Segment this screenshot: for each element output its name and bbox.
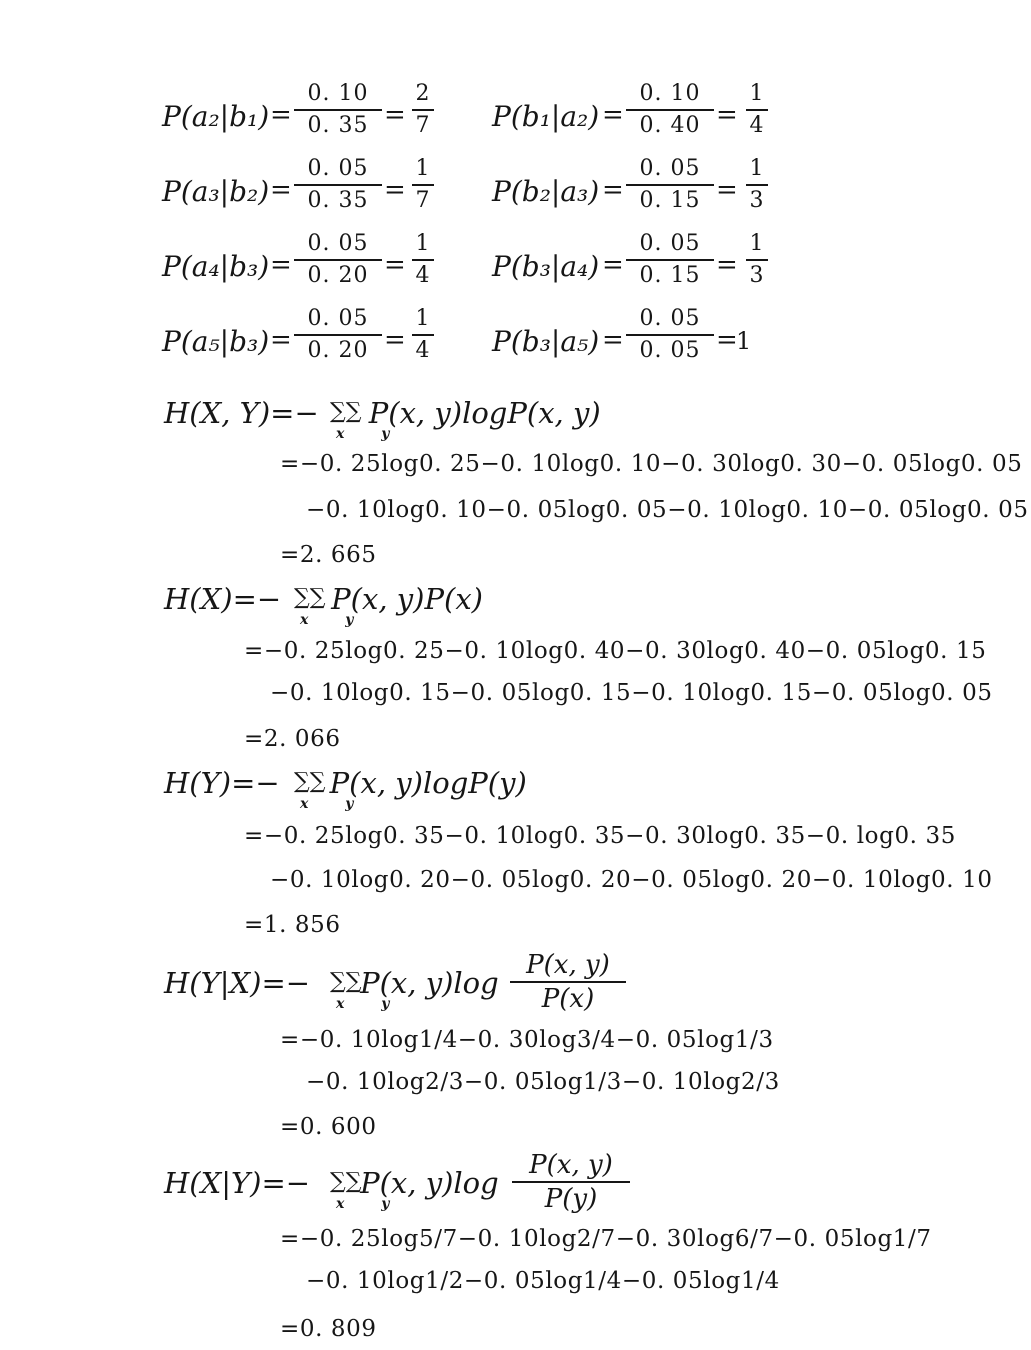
formula-tail: P(x, y)P(x) <box>331 582 483 616</box>
fraction-numerator: 1 <box>749 156 765 181</box>
fraction-bar <box>512 1181 630 1183</box>
fraction-denominator: 0. 40 <box>639 113 701 138</box>
fraction-denominator: 0. 35 <box>307 113 369 138</box>
result-fraction <box>412 155 434 215</box>
probability-label: P(a₃|b₂) <box>162 175 270 208</box>
fraction-numerator: 0. 05 <box>307 231 369 256</box>
equals-sign: = <box>384 100 406 130</box>
fraction-numerator: 1 <box>749 81 765 106</box>
result-line: =0. 600 <box>280 1114 377 1140</box>
formula-head: H(Y|X)=− <box>164 966 311 1000</box>
equals-sign: = <box>270 250 292 280</box>
equals-sign: = <box>270 100 292 130</box>
probability-row <box>0 155 1031 225</box>
probability-label: P(a₂|b₁) <box>162 100 270 133</box>
fraction-bar <box>294 259 382 261</box>
fraction-bar <box>412 259 434 261</box>
equals-sign: = <box>270 175 292 205</box>
formula-head: H(X, Y)=− <box>164 396 319 430</box>
log-fraction <box>510 950 626 1014</box>
decimal-fraction <box>626 155 714 215</box>
fraction-numerator: P(x, y) <box>529 1150 613 1180</box>
expansion-line: =−0. 25log5/7−0. 10log2/7−0. 30log6/7−0. 05log1/7 <box>280 1226 932 1252</box>
probability-label: P(b₁|a₂) <box>492 100 600 133</box>
fraction-bar <box>510 981 626 983</box>
formula-head: H(X)=− <box>164 582 282 616</box>
expansion-line: =−0. 25log0. 35−0. 10log0. 35−0. 30log0. 35−0. log0. 35 <box>244 823 956 849</box>
fraction-numerator: 0. 10 <box>307 81 369 106</box>
equals-sign: = <box>716 250 738 280</box>
decimal-fraction <box>294 80 382 140</box>
fraction-numerator: 0. 05 <box>307 156 369 181</box>
probability-equation <box>492 155 812 225</box>
fraction-bar <box>412 334 434 336</box>
formula-tail: P(x, y)logP(x, y) <box>368 396 601 430</box>
fraction-denominator: 0. 20 <box>307 263 369 288</box>
summation-subscripts: x y <box>336 1196 406 1212</box>
fraction-numerator: P(x, y) <box>526 950 610 980</box>
result-line: =0. 809 <box>280 1316 377 1342</box>
double-sum-symbol: ∑∑ <box>330 399 362 424</box>
double-sum-symbol: ∑∑ <box>330 969 362 994</box>
result-line: =2. 665 <box>280 542 377 568</box>
equals-sign: = <box>602 175 624 205</box>
decimal-fraction <box>294 155 382 215</box>
probability-row <box>0 80 1031 150</box>
result-fraction <box>746 80 768 140</box>
equals-sign: = <box>270 325 292 355</box>
equals-sign: = <box>716 325 738 355</box>
fraction-denominator: 0. 20 <box>307 338 369 363</box>
expansion-line: =−0. 25log0. 25−0. 10log0. 40−0. 30log0. 40−0. 05log0. 15 <box>244 638 987 664</box>
fraction-numerator: 0. 05 <box>639 156 701 181</box>
summation-subscripts: x y <box>300 612 370 628</box>
decimal-fraction <box>294 230 382 290</box>
probability-label: P(a₄|b₃) <box>162 250 270 283</box>
probability-label: P(b₃|a₅) <box>492 325 600 358</box>
equals-sign: = <box>384 175 406 205</box>
fraction-bar <box>412 184 434 186</box>
summation-subscripts: x y <box>300 796 370 812</box>
probability-label: P(b₂|a₃) <box>492 175 600 208</box>
fraction-denominator: 0. 35 <box>307 188 369 213</box>
probability-equation <box>492 80 812 150</box>
log-fraction <box>512 1150 630 1214</box>
double-sum-symbol: ∑∑ <box>330 1169 362 1194</box>
fraction-bar <box>746 184 768 186</box>
double-sum-symbol: ∑∑ <box>294 769 326 794</box>
fraction-numerator: 1 <box>415 231 431 256</box>
decimal-fraction <box>294 305 382 365</box>
fraction-bar <box>626 259 714 261</box>
equals-sign: = <box>602 100 624 130</box>
fraction-denominator: 3 <box>749 188 765 213</box>
fraction-numerator: 0. 05 <box>639 231 701 256</box>
decimal-fraction <box>626 230 714 290</box>
formula-head: H(X|Y)=− <box>164 1166 311 1200</box>
expansion-line: =−0. 10log1/4−0. 30log3/4−0. 05log1/3 <box>280 1027 774 1053</box>
result-fraction <box>412 305 434 365</box>
fraction-denominator: 4 <box>415 338 431 363</box>
equals-sign: = <box>716 100 738 130</box>
fraction-denominator: 4 <box>749 113 765 138</box>
equals-sign: = <box>384 325 406 355</box>
fraction-numerator: 0. 10 <box>639 81 701 106</box>
fraction-bar <box>294 334 382 336</box>
fraction-denominator: P(y) <box>544 1184 598 1214</box>
probability-equation <box>162 80 482 150</box>
expansion-line: −0. 10log1/2−0. 05log1/4−0. 05log1/4 <box>306 1268 780 1294</box>
probability-equation <box>492 305 812 375</box>
expansion-line: =−0. 25log0. 25−0. 10log0. 10−0. 30log0. 30−0. 05log0. 05 <box>280 451 1023 477</box>
fraction-numerator: 1 <box>415 306 431 331</box>
equals-sign: = <box>602 250 624 280</box>
equals-sign: = <box>602 325 624 355</box>
probability-equation <box>162 230 482 300</box>
result-line: =1. 856 <box>244 912 341 938</box>
probability-label: P(a₅|b₃) <box>162 325 270 358</box>
fraction-bar <box>294 184 382 186</box>
probability-equation <box>162 305 482 375</box>
expansion-line: −0. 10log2/3−0. 05log1/3−0. 10log2/3 <box>306 1069 780 1095</box>
fraction-bar <box>626 334 714 336</box>
fraction-bar <box>746 259 768 261</box>
probability-row <box>0 230 1031 300</box>
result-fraction <box>746 155 768 215</box>
fraction-numerator: 0. 05 <box>639 306 701 331</box>
result-line: =2. 066 <box>244 726 341 752</box>
result-value: 1 <box>736 327 752 355</box>
fraction-denominator: 0. 15 <box>639 263 701 288</box>
fraction-denominator: 7 <box>415 113 431 138</box>
fraction-numerator: 1 <box>749 231 765 256</box>
formula-heading <box>164 766 527 800</box>
fraction-denominator: 4 <box>415 263 431 288</box>
formula-head: H(Y)=− <box>164 766 280 800</box>
double-sum-symbol: ∑∑ <box>294 585 326 610</box>
formula-tail: P(x, y)log <box>360 966 499 1000</box>
fraction-denominator: 7 <box>415 188 431 213</box>
formula-heading <box>164 396 601 430</box>
probability-label: P(b₃|a₄) <box>492 250 600 283</box>
probability-equation <box>492 230 812 300</box>
decimal-fraction <box>626 305 714 365</box>
fraction-denominator: 3 <box>749 263 765 288</box>
fraction-bar <box>412 109 434 111</box>
probability-row <box>0 305 1031 375</box>
fraction-bar <box>626 109 714 111</box>
fraction-numerator: 2 <box>415 81 431 106</box>
result-fraction <box>412 230 434 290</box>
fraction-bar <box>626 184 714 186</box>
summation-subscripts: x y <box>336 426 406 442</box>
result-fraction <box>412 80 434 140</box>
decimal-fraction <box>626 80 714 140</box>
equals-sign: = <box>716 175 738 205</box>
expansion-line: −0. 10log0. 20−0. 05log0. 20−0. 05log0. 20−0. 10log0. 10 <box>270 867 993 893</box>
fraction-denominator: P(x) <box>541 984 595 1014</box>
fraction-denominator: 0. 05 <box>639 338 701 363</box>
fraction-numerator: 0. 05 <box>307 306 369 331</box>
fraction-numerator: 1 <box>415 156 431 181</box>
result-fraction <box>746 230 768 290</box>
equals-sign: = <box>384 250 406 280</box>
formula-tail: P(x, y)logP(y) <box>329 766 527 800</box>
expansion-line: −0. 10log0. 10−0. 05log0. 05−0. 10log0. 10−0. 05log0. 05 <box>306 497 1029 523</box>
summation-subscripts: x y <box>336 996 406 1012</box>
probability-equation <box>162 155 482 225</box>
fraction-bar <box>294 109 382 111</box>
fraction-bar <box>746 109 768 111</box>
expansion-line: −0. 10log0. 15−0. 05log0. 15−0. 10log0. 15−0. 05log0. 05 <box>270 680 993 706</box>
formula-tail: P(x, y)log <box>360 1166 499 1200</box>
fraction-denominator: 0. 15 <box>639 188 701 213</box>
